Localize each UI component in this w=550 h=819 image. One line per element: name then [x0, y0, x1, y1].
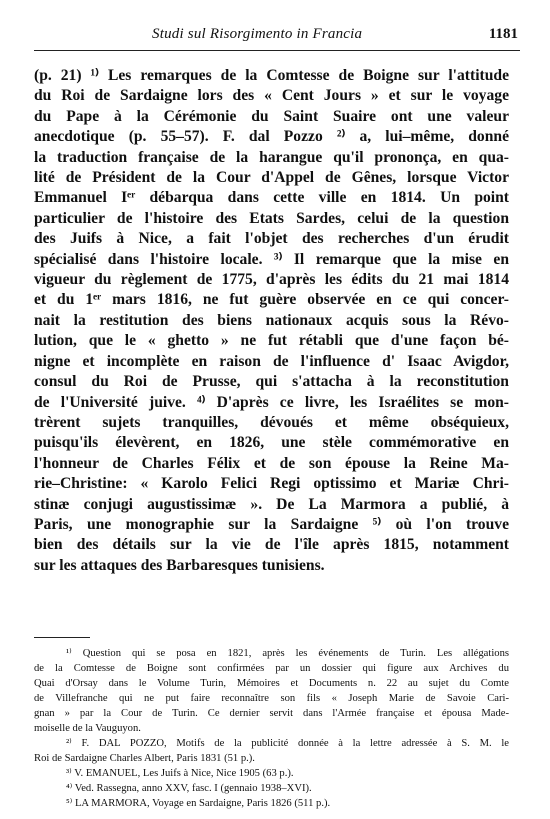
body-line: stinæ conjugi augustissimæ ». De La Marmora a publié, à — [34, 495, 509, 513]
body-line: puisqu'ils élevèrent, en 1826, une stèle commémorative en — [34, 434, 509, 452]
body-line: de l'Université juive. ⁴⁾ D'après ce livre, les Israélites se mon- — [34, 393, 509, 411]
footnote-1-line: ¹⁾ Question qui se posa en 1821, après les événements de Turin. Les allégations — [66, 648, 509, 659]
body-line: consul du Roi de Prusse, qui s'attacha à la reconstitution — [34, 373, 509, 391]
body-line: trèrent sujets tranquilles, dévoués et même obséquieux, — [34, 413, 509, 431]
footnote-1-line: Quai d'Orsay dans le Volume Turin, Mémoires et Documents n. 22 au sujet du Comte — [34, 678, 509, 689]
body-line: (p. 21) ¹⁾ Les remarques de la Comtesse de Boigne sur l'attitude — [34, 67, 509, 84]
body-line: lité de Président de la Cour d'Appel de Gênes, lorsque Victor — [34, 169, 509, 187]
footnote-5: ⁵⁾ LA MARMORA, Voyage en Sardaigne, Paris 1826 (511 p.). — [66, 798, 331, 809]
body-line: du Pape à la Cérémonie du Saint Suaire ont une valeur — [34, 107, 509, 125]
body-line: particulier de l'histoire des Etats Sardes, celui de la question — [34, 209, 509, 227]
body-line: lution, que le « ghetto » ne fut rétabli que d'une façon bé- — [34, 332, 509, 350]
body-line: Paris, une monographie sur la Sardaigne ⁵⁾ où l'on trouve — [34, 515, 509, 533]
page-number: 1181 — [488, 26, 518, 42]
footnote-3: ³⁾ V. EMANUEL, Les Juifs à Nice, Nice 1905 (63 p.). — [66, 768, 294, 779]
page-header — [34, 18, 520, 51]
footnote-1-line: de la Comtesse de Boigne sont confirmées par un dossier qui figure aux Archives du — [34, 663, 509, 674]
footnote-4: ⁴⁾ Ved. Rassegna, anno XXV, fasc. I (gennaio 1938–XVI). — [66, 783, 312, 794]
footnotes — [34, 646, 509, 811]
footnote-1-line: moiselle de la Vauguyon. — [34, 723, 141, 734]
body-line: bien des détails sur la vie de l'île après 1815, notamment — [34, 536, 509, 554]
body-line: Emmanuel Iᵉʳ débarqua dans cette ville en 1814. Un point — [34, 189, 509, 207]
footnote-2-line: ²⁾ F. DAL POZZO, Motifs de la publicité donnée à la lettre adressée à S. M. le — [66, 738, 509, 749]
body-line: spécialisé dans l'histoire locale. ³⁾ Il remarque que la mise en — [34, 250, 509, 268]
body-line: nait la restitution des biens nationaux acquis sous la Révo- — [34, 311, 509, 329]
footnote-2-line: Roi de Sardaigne Charles Albert, Paris 1831 (51 p.). — [34, 753, 255, 764]
body-line: l'honneur de Charles Félix et de son épouse la Reine Ma- — [34, 454, 509, 472]
body-line: du Roi de Sardaigne lors des « Cent Jours » et sur le voyage — [34, 87, 509, 105]
body-line: nigne et incomplète en raison de l'influence d' Isaac Avigdor, — [34, 352, 509, 370]
body-line: vigueur du règlement de 1775, d'après les édits du 21 mai 1814 — [34, 271, 509, 289]
body-line: sur les attaques des Barbaresques tunisiens. — [34, 556, 325, 574]
running-title: Studi sul Risorgimento in Francia — [152, 26, 363, 42]
footnote-1-line: de Villefranche qui ne put faire reconnaître son fils « Joseph Marie de Savoie Cari- — [34, 693, 509, 704]
body-paragraph — [34, 66, 509, 576]
footnote-separator — [34, 637, 90, 638]
body-line: la traduction française de la harangue qu'il prononça, en qua- — [34, 148, 509, 166]
body-line: rie–Christine: « Karolo Felici Regi optissimo et Mariæ Chri- — [34, 475, 509, 493]
body-line: anecdotique (p. 55–57). F. dal Pozzo ²⁾ a, lui–même, donné — [34, 128, 509, 146]
body-line: des Juifs à Nice, a fait l'objet des recherches d'un érudit — [34, 230, 509, 248]
body-line: et du 1ᵉʳ mars 1816, ne fut guère observée en ce qui concer- — [34, 291, 509, 309]
footnote-1-line: gnan » par la Cour de Turin. Ce dernier servit dans l'Armée française et épousa Made- — [34, 708, 509, 719]
